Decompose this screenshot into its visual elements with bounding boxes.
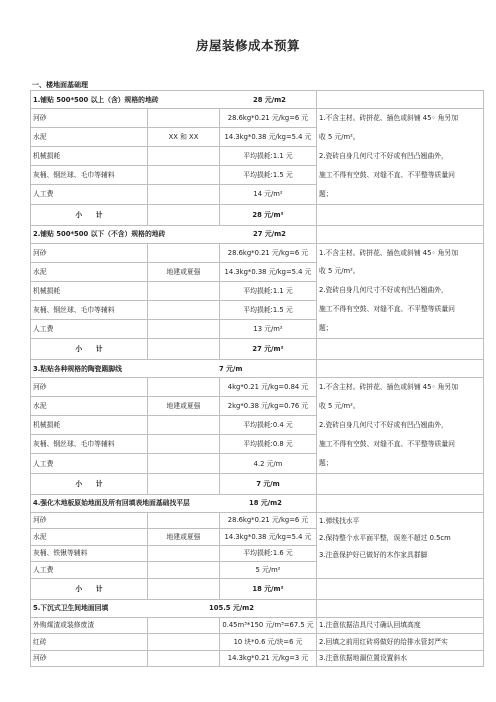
item-name: 河砂	[31, 109, 148, 128]
subtotal-value: 27 元/m²	[220, 339, 317, 360]
block-price: 27 元/m2	[253, 230, 286, 239]
item-brand	[148, 416, 220, 435]
item-name: 机械损耗	[31, 147, 148, 166]
block-notes	[317, 243, 484, 339]
item-brand	[148, 545, 220, 562]
item-name: 机械损耗	[31, 281, 148, 300]
block-price: 28 元/m2	[253, 95, 286, 104]
block-title: 3.粘贴各种规格的陶瓷踢脚线	[33, 364, 122, 373]
item-calc: 5 元/m²	[220, 562, 317, 579]
page-title: 房屋装修成本预算	[195, 38, 300, 53]
item-calc: 28.6kg*0.21 元/kg=6 元	[220, 109, 317, 128]
note-line: 施工不得有空鼓、对缝不直、不平整等质量问	[319, 170, 455, 179]
section-title: 一、楼地面基础理	[32, 81, 88, 89]
subtotal-value: 28 元/m²	[220, 204, 317, 225]
subtotal-label: 小 计	[31, 578, 148, 599]
item-brand	[148, 300, 220, 319]
item-calc: 28.6kg*0.21 元/kg=6 元	[220, 243, 317, 262]
item-calc: 2kg*0.38 元/kg=0.76 元	[220, 397, 317, 416]
item-note: 3.注意依据地漏位置设置斜水	[317, 650, 484, 667]
item-brand	[148, 617, 220, 634]
note-line: 题；	[319, 189, 333, 198]
item-brand	[148, 109, 220, 128]
item-brand	[148, 435, 220, 454]
item-calc: 平均损耗:1.1 元	[220, 147, 317, 166]
item-brand	[148, 562, 220, 579]
table-row	[31, 109, 484, 128]
table-row	[31, 634, 484, 651]
item-brand: XX 和 XX	[148, 128, 220, 147]
note-line: 1.弹线找水平	[319, 516, 360, 525]
table-row	[31, 512, 484, 529]
note-line: 2.保持整个水平面平整，误差不超过 0.5cm	[319, 533, 451, 542]
item-brand	[148, 378, 220, 397]
block-title: 2.铺贴 500*500 以下（不含）规格的地砖	[33, 230, 166, 239]
note-line: 3.注意保护好已做好的木作家具群脚	[319, 550, 428, 559]
subtotal-row	[31, 204, 484, 225]
note-line: 题；	[319, 458, 333, 467]
budget-table	[30, 90, 484, 667]
item-name: 河砂	[31, 378, 148, 397]
item-note: 2.回填之前用红砖将做好的给排水管封严实	[317, 634, 484, 651]
item-calc: 14 元/m²	[220, 185, 317, 204]
item-calc: 平均损耗:1.6 元	[220, 545, 317, 562]
note-line: 1.不含主材。砖拼花、插色或斜铺 45◦ 角另加	[319, 383, 459, 392]
item-calc: 14.3kg*0.38 元/kg=5.4 元	[220, 262, 317, 281]
item-calc: 13 元/m²	[220, 319, 317, 338]
block-price: 18 元/m2	[249, 499, 282, 508]
item-calc: 平均损耗:0.8 元	[220, 435, 317, 454]
item-name: 水泥	[31, 262, 148, 281]
note-line: 收 5 元/m²。	[319, 401, 360, 410]
block-title: 4.强化木地板原始地面及所有回填表地面基础找平层	[33, 499, 190, 508]
item-name: 人工费	[31, 319, 148, 338]
block-title: 1.铺贴 500*500 以上（含）规格的地砖	[33, 95, 159, 104]
table-row	[31, 243, 484, 262]
item-name: 人工费	[31, 454, 148, 473]
item-brand	[148, 185, 220, 204]
note-line: 1.不含主材。砖拼花、插色或斜铺 45◦ 角另加	[319, 248, 459, 257]
block-price: 105.5 元/m2	[209, 604, 254, 613]
note-line: 2.瓷砖自身几何尺寸不好或有凹凸翘曲外，	[319, 420, 448, 429]
item-calc: 4.2 元/m	[220, 454, 317, 473]
item-calc: 4kg*0.21 元/kg=0.84 元	[220, 378, 317, 397]
item-calc: 平均损耗:1.5 元	[220, 166, 317, 185]
item-name: 河砂	[31, 650, 148, 667]
item-calc: 14.3kg*0.21 元/kg=3 元	[220, 650, 317, 667]
note-line: 题；	[319, 324, 333, 333]
item-name: 人工费	[31, 562, 148, 579]
subtotal-value: 7 元/m	[220, 473, 317, 494]
block-header	[31, 91, 484, 109]
table-row	[31, 650, 484, 667]
note-line: 收 5 元/m²。	[319, 132, 360, 141]
item-calc: 0.45m³*150 元/m³=67.5 元	[220, 617, 317, 634]
item-calc: 平均损耗:1.5 元	[220, 300, 317, 319]
item-brand: 地建或夏强	[148, 397, 220, 416]
item-brand	[148, 634, 220, 651]
item-name: 水泥	[31, 397, 148, 416]
note-line: 1.不含主材。砖拼花、插色或斜铺 45◦ 角另加	[319, 114, 459, 122]
subtotal-label: 小 计	[31, 473, 148, 494]
subtotal-label: 小 计	[31, 339, 148, 360]
subtotal-row	[31, 473, 484, 494]
item-brand	[148, 512, 220, 529]
block-header	[31, 599, 484, 617]
item-note: 1.注意依据洁具尺寸确认回填高度	[317, 617, 484, 634]
note-line: 2.瓷砖自身几何尺寸不好或有凹凸翘曲外，	[319, 286, 448, 295]
note-line: 2.瓷砖自身几何尺寸不好或有凹凸翘曲外，	[319, 151, 448, 160]
item-calc: 14.3kg*0.38 元/kg=5.4 元	[220, 529, 317, 546]
item-name: 河砂	[31, 512, 148, 529]
item-brand	[148, 281, 220, 300]
block-header	[31, 225, 484, 243]
item-name: 灰桶、铁锹等辅料	[31, 545, 148, 562]
block-notes	[317, 512, 484, 578]
item-brand	[148, 166, 220, 185]
item-name: 水泥	[31, 128, 148, 147]
block-header	[31, 494, 484, 512]
item-brand	[148, 650, 220, 667]
note-line: 收 5 元/m²。	[319, 267, 360, 276]
block-price: 7 元/m	[219, 364, 243, 373]
item-brand	[148, 147, 220, 166]
block-header	[31, 360, 484, 378]
item-name: 机械损耗	[31, 416, 148, 435]
item-brand: 地建或夏强	[148, 262, 220, 281]
subtotal-value: 18 元/m²	[220, 578, 317, 599]
table-row	[31, 617, 484, 634]
block-notes	[317, 378, 484, 474]
item-name: 灰桶、钢丝球、毛巾等辅料	[31, 300, 148, 319]
subtotal-label: 小 计	[31, 204, 148, 225]
table-row	[31, 378, 484, 397]
item-brand	[148, 243, 220, 262]
item-calc: 10 块*0.6 元/块=6 元	[220, 634, 317, 651]
note-line: 施工不得有空鼓、对缝不直、不平整等质量问	[319, 305, 455, 314]
item-calc: 平均损耗:1.1 元	[220, 281, 317, 300]
item-brand	[148, 319, 220, 338]
block-notes	[317, 109, 484, 205]
subtotal-row	[31, 578, 484, 599]
item-name: 灰桶、钢丝球、毛巾等辅料	[31, 435, 148, 454]
item-name: 人工费	[31, 185, 148, 204]
item-calc: 14.3kg*0.38 元/kg=5.4 元	[220, 128, 317, 147]
item-calc: 平均损耗:0.4 元	[220, 416, 317, 435]
item-brand	[148, 454, 220, 473]
item-name: 红砖	[31, 634, 148, 651]
item-name: 外购煤渣或装修废渣	[31, 617, 148, 634]
subtotal-row	[31, 339, 484, 360]
block-title: 5.下沉式卫生间地面回填	[33, 604, 109, 613]
item-calc: 28.6kg*0.21 元/kg=6 元	[220, 512, 317, 529]
item-name: 灰桶、钢丝球、毛巾等辅料	[31, 166, 148, 185]
item-name: 河砂	[31, 243, 148, 262]
note-line: 施工不得有空鼓、对缝不直、不平整等质量问	[319, 439, 455, 448]
item-name: 水泥	[31, 529, 148, 546]
item-brand: 地建或夏强	[148, 529, 220, 546]
